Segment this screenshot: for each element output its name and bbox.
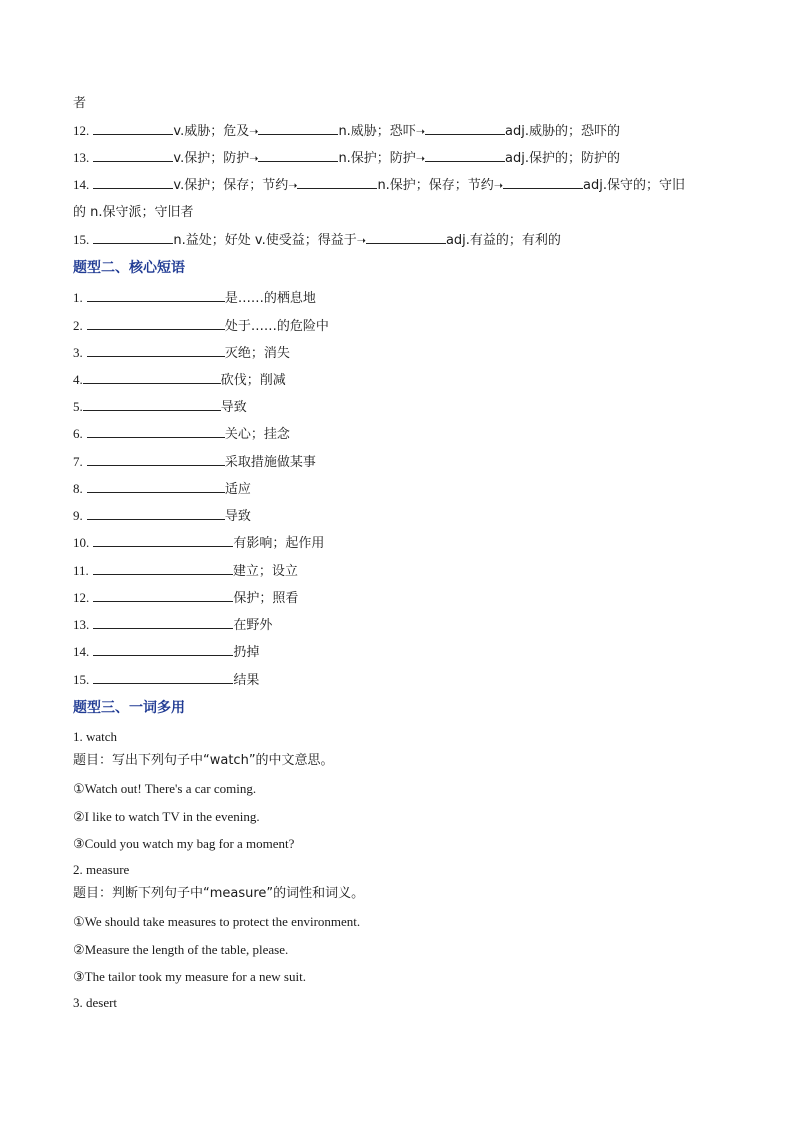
word-label-desert: 3. desert (73, 995, 118, 1010)
phrase-item (73, 425, 290, 444)
word-item-14 (73, 176, 685, 195)
phrase-item (73, 480, 251, 499)
item-number: 12. (73, 123, 90, 138)
item-number: 12. (73, 590, 90, 605)
word-gloss: v.威胁；危及 (173, 124, 250, 139)
phrase-item (73, 534, 324, 553)
item-number: 15. (73, 672, 90, 687)
phrase-meaning: 有影响；起作用 (233, 536, 325, 551)
answer-blank[interactable] (93, 149, 173, 162)
phrase-item (73, 289, 316, 308)
phrase-meaning: 建立；设立 (232, 564, 298, 579)
answer-blank[interactable] (93, 176, 173, 189)
phrase-item (73, 317, 329, 336)
answer-blank[interactable] (258, 149, 338, 162)
example-sentence: ①Watch out! There's a car coming. (73, 781, 257, 796)
arrow-icon: ➝ (249, 125, 259, 138)
answer-blank[interactable] (87, 344, 225, 357)
answer-blank[interactable] (93, 562, 233, 575)
word-label-watch: 1. watch (73, 729, 118, 744)
item-number: 5. (73, 399, 83, 414)
phrase-item (73, 616, 272, 635)
word-gloss: n.保护；保存；节约 (377, 178, 494, 193)
word-gloss: adj.保护的；防护的 (505, 151, 620, 166)
example-sentence: ②Measure the length of the table, please. (73, 942, 289, 957)
phrase-meaning: 扔掉 (233, 645, 260, 660)
item-number: 3. (73, 345, 83, 360)
word-label-measure: 2. measure (73, 862, 130, 877)
word-gloss: adj.有益的；有利的 (445, 233, 561, 248)
arrow-icon: ➝ (493, 179, 504, 192)
arrow-icon: ➝ (415, 125, 426, 138)
example-sentence: ③The tailor took my measure for a new suit. (73, 969, 306, 984)
word-item-15 (73, 231, 561, 250)
phrase-item (73, 643, 259, 662)
phrase-item (73, 344, 290, 363)
phrase-meaning: 关心；挂念 (224, 427, 290, 442)
answer-blank[interactable] (87, 480, 225, 493)
answer-blank[interactable] (258, 122, 338, 135)
arrow-icon: ➝ (249, 152, 259, 165)
item-number: 13. (73, 617, 90, 632)
answer-blank[interactable] (425, 149, 505, 162)
item-number: 9. (73, 508, 83, 523)
word-gloss: v.保护；保存；节约 (173, 178, 289, 193)
continuation-text: 者 (73, 96, 87, 111)
word-gloss: n.益处；好处 v.使受益；得益于 (173, 233, 357, 248)
item-number: 6. (73, 426, 83, 441)
example-sentence: ③Could you watch my bag for a moment? (73, 836, 295, 851)
phrase-meaning: 保护；照看 (233, 591, 299, 606)
phrase-item (73, 453, 316, 472)
phrase-item (73, 562, 298, 581)
example-sentence: ①We should take measures to protect the environment. (73, 914, 361, 929)
phrase-meaning: 适应 (224, 482, 251, 497)
word-item-13 (73, 149, 620, 168)
answer-blank[interactable] (93, 671, 233, 684)
phrase-meaning: 采取措施做某事 (224, 455, 316, 470)
phrase-meaning: 砍伐；削减 (220, 373, 286, 388)
section-heading-phrases: 题型二、核心短语 (73, 260, 185, 276)
item-number: 13. (73, 150, 90, 165)
answer-blank[interactable] (83, 371, 221, 384)
word-gloss: v.保护；防护 (173, 151, 250, 166)
word-gloss: adj.保守的；守旧 (583, 178, 685, 193)
phrase-item (73, 671, 259, 690)
answer-blank[interactable] (83, 398, 221, 411)
word-gloss: adj.威胁的；恐吓的 (505, 124, 620, 139)
question-prompt: 题目：判断下列句子中“measure”的词性和词义。 (73, 886, 365, 901)
answer-blank[interactable] (87, 507, 225, 520)
item-number: 11. (73, 563, 89, 578)
phrase-item (73, 589, 298, 608)
arrow-icon: ➝ (415, 152, 426, 165)
phrase-meaning: 是……的栖息地 (224, 291, 316, 306)
item-number: 1. (73, 290, 83, 305)
item-number: 4. (73, 372, 83, 387)
answer-blank[interactable] (93, 534, 233, 547)
item-number: 15. (73, 232, 90, 247)
arrow-icon: ➝ (356, 234, 366, 247)
question-prompt: 题目：写出下列句子中“watch”的中文意思。 (73, 753, 334, 768)
word-item-14-continuation: 的 n.保守派；守旧者 (73, 205, 194, 220)
answer-blank[interactable] (93, 122, 173, 135)
example-sentence: ②I like to watch TV in the evening. (73, 809, 260, 824)
phrase-meaning: 导致 (224, 509, 251, 524)
word-gloss: n.保护；防护 (338, 151, 416, 166)
phrase-meaning: 灭绝；消失 (224, 346, 290, 361)
answer-blank[interactable] (93, 643, 233, 656)
answer-blank[interactable] (87, 425, 225, 438)
arrow-icon: ➝ (288, 179, 298, 192)
phrase-meaning: 处于……的危险中 (224, 319, 329, 334)
word-item-12 (73, 122, 620, 141)
phrase-meaning: 结果 (233, 673, 260, 688)
phrase-item (73, 371, 286, 390)
phrase-meaning: 在野外 (233, 618, 273, 633)
phrase-meaning: 导致 (220, 400, 247, 415)
item-number: 7. (73, 454, 83, 469)
item-number: 2. (73, 318, 83, 333)
section-heading-polysemy: 题型三、一词多用 (73, 700, 185, 716)
phrase-item (73, 398, 247, 417)
answer-blank[interactable] (366, 231, 446, 244)
item-number: 10. (73, 535, 90, 550)
answer-blank[interactable] (425, 122, 505, 135)
answer-blank[interactable] (93, 589, 233, 602)
item-number: 14. (73, 644, 90, 659)
answer-blank[interactable] (93, 231, 173, 244)
item-number: 8. (73, 481, 83, 496)
answer-blank[interactable] (93, 616, 233, 629)
phrase-item (73, 507, 251, 526)
word-gloss: n.威胁；恐吓 (338, 124, 416, 139)
answer-blank[interactable] (297, 176, 377, 189)
answer-blank[interactable] (87, 317, 225, 330)
answer-blank[interactable] (87, 289, 225, 302)
item-number: 14. (73, 177, 90, 192)
answer-blank[interactable] (503, 176, 583, 189)
answer-blank[interactable] (87, 453, 225, 466)
